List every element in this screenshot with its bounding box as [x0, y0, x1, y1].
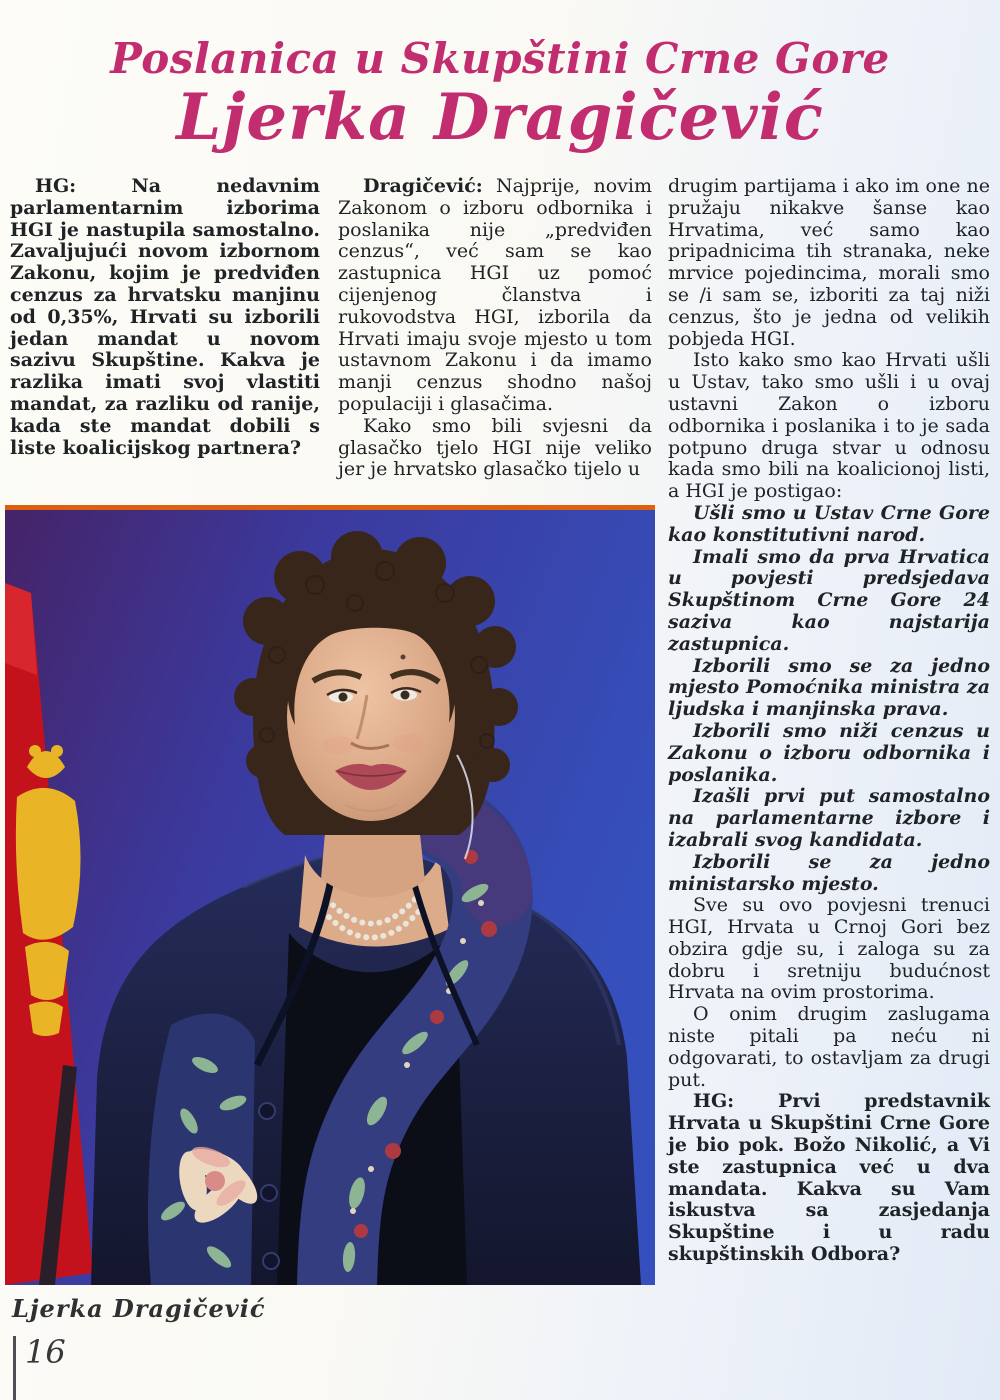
- article-kicker: Poslanica u Skupštini Crne Gore: [110, 34, 890, 83]
- column-1: [10, 176, 320, 459]
- achievement-item: Izašli prvi put samostalno na parlamentarne izbore i izabrali svog kandidata.: [668, 785, 990, 851]
- scarf-left: [148, 1014, 264, 1285]
- answer-text: Najprije, novim Zakonom o izboru odbornika i poslanika nije „predviđen cenzus“, već sam se kao zastupnica HGI uz pomoć cijenjenog članstva i rukovodstva HGI, izborila da Hrvati imaju svoje mjesto u tom ustavnom Zakonu i da imamo manji cenzus shodno našoj populaciji i glasačima.: [338, 175, 652, 415]
- answer-paragraph-3: Isto kako smo kao Hrvati ušli u Ustav, tako smo ušli i u ovaj ustavni Zakon o izboru odbornika i poslanika i to je sada potpuno druga stvar u odnosu kada smo bili na koalicionoj listi, a HGI je postigao:: [668, 349, 990, 503]
- beauty-mark: [401, 655, 406, 660]
- achievement-item: Izborili smo niži cenzus u Zakonu o izboru odbornika i poslanika.: [668, 719, 990, 786]
- photo-caption: Ljerka Dragičević: [12, 1294, 266, 1323]
- article-title: Ljerka Dragičević: [176, 80, 824, 155]
- page-number: 16: [25, 1333, 66, 1371]
- answer-paragraph-2: Kako smo bili svjesni da glasačko tjelo HGI nije veliko jer je hrvatsko glasačko tijelo u: [338, 414, 652, 481]
- portrait-photo: [5, 505, 655, 1285]
- photo-top-line: [5, 505, 655, 510]
- achievement-item: Imali smo da prva Hrvatica u povjesti predsjedava Skupštinom Crne Gore 24 saziva kao najstarija zastupnica.: [668, 545, 990, 655]
- question-lead: HG:: [35, 175, 77, 197]
- answer-paragraph-1: [338, 176, 652, 416]
- answer-paragraph-5: O onim drugim zaslugama niste pitali pa neću ni odgovarati, to ostavljam za drugi put.: [668, 1003, 990, 1091]
- answer-lead: Dragičević:: [363, 175, 483, 197]
- question-lead: HG:: [693, 1090, 735, 1113]
- column-3: [668, 176, 990, 1266]
- answer-paragraph-2-continued: drugim partijama i ako im one ne pružaju nikakve šanse kao Hrvatima, već samo kao pripadnicima tih stranaka, neke mrvice pojedincima, morali smo se /i sam se, izboriti za taj niži cenzus, što je jedna od velikih pobjeda HGI.: [668, 175, 990, 350]
- question-text: Na nedavnim parlamentarnim izborima HGI je nastupila samostalno. Zavaljujući novom izbornom Zakonu, kojim je predviđen cenzus za hrvatsku manjinu od 0,35%, Hrvati su izborili jedan mandat u novom sazivu Skupštine. Kakva je razlika imati svoj vlastiti mandat, za razliku od ranije, kada ste mandat dobili s liste koalicijskog partnera?: [10, 175, 320, 459]
- column-2: [338, 176, 652, 481]
- interview-question-1: [10, 176, 320, 459]
- portrait-illustration: [5, 505, 655, 1285]
- achievement-item: Izborili smo se za jedno mjesto Pomoćnika ministra za ljudska i manjinska prava.: [668, 654, 990, 721]
- interview-question-2: [668, 1091, 990, 1265]
- page-number-block: [13, 1333, 66, 1400]
- question-text: Prvi predstavnik Hrvata u Skupštini Crne Gore je bio pok. Božo Nikolić, a Vi ste zastupnica već u dva mandata. Kakva su Vam iskustva sa zasjedanja Skupštine i u radu skupštinskih Odbora?: [668, 1090, 990, 1266]
- answer-paragraph-4: Sve su ovo povjesni trenuci HGI, Hrvata u Crnoj Gori bez obzira gdje su, i zaloga su za dobru i sretniju budućnost Hrvata na ovim prostorima.: [668, 894, 990, 1004]
- achievement-item: Izborili se za jedno ministarsko mjesto.: [668, 850, 990, 895]
- achievement-item: Ušli smo u Ustav Crne Gore kao konstitutivni narod.: [668, 501, 990, 546]
